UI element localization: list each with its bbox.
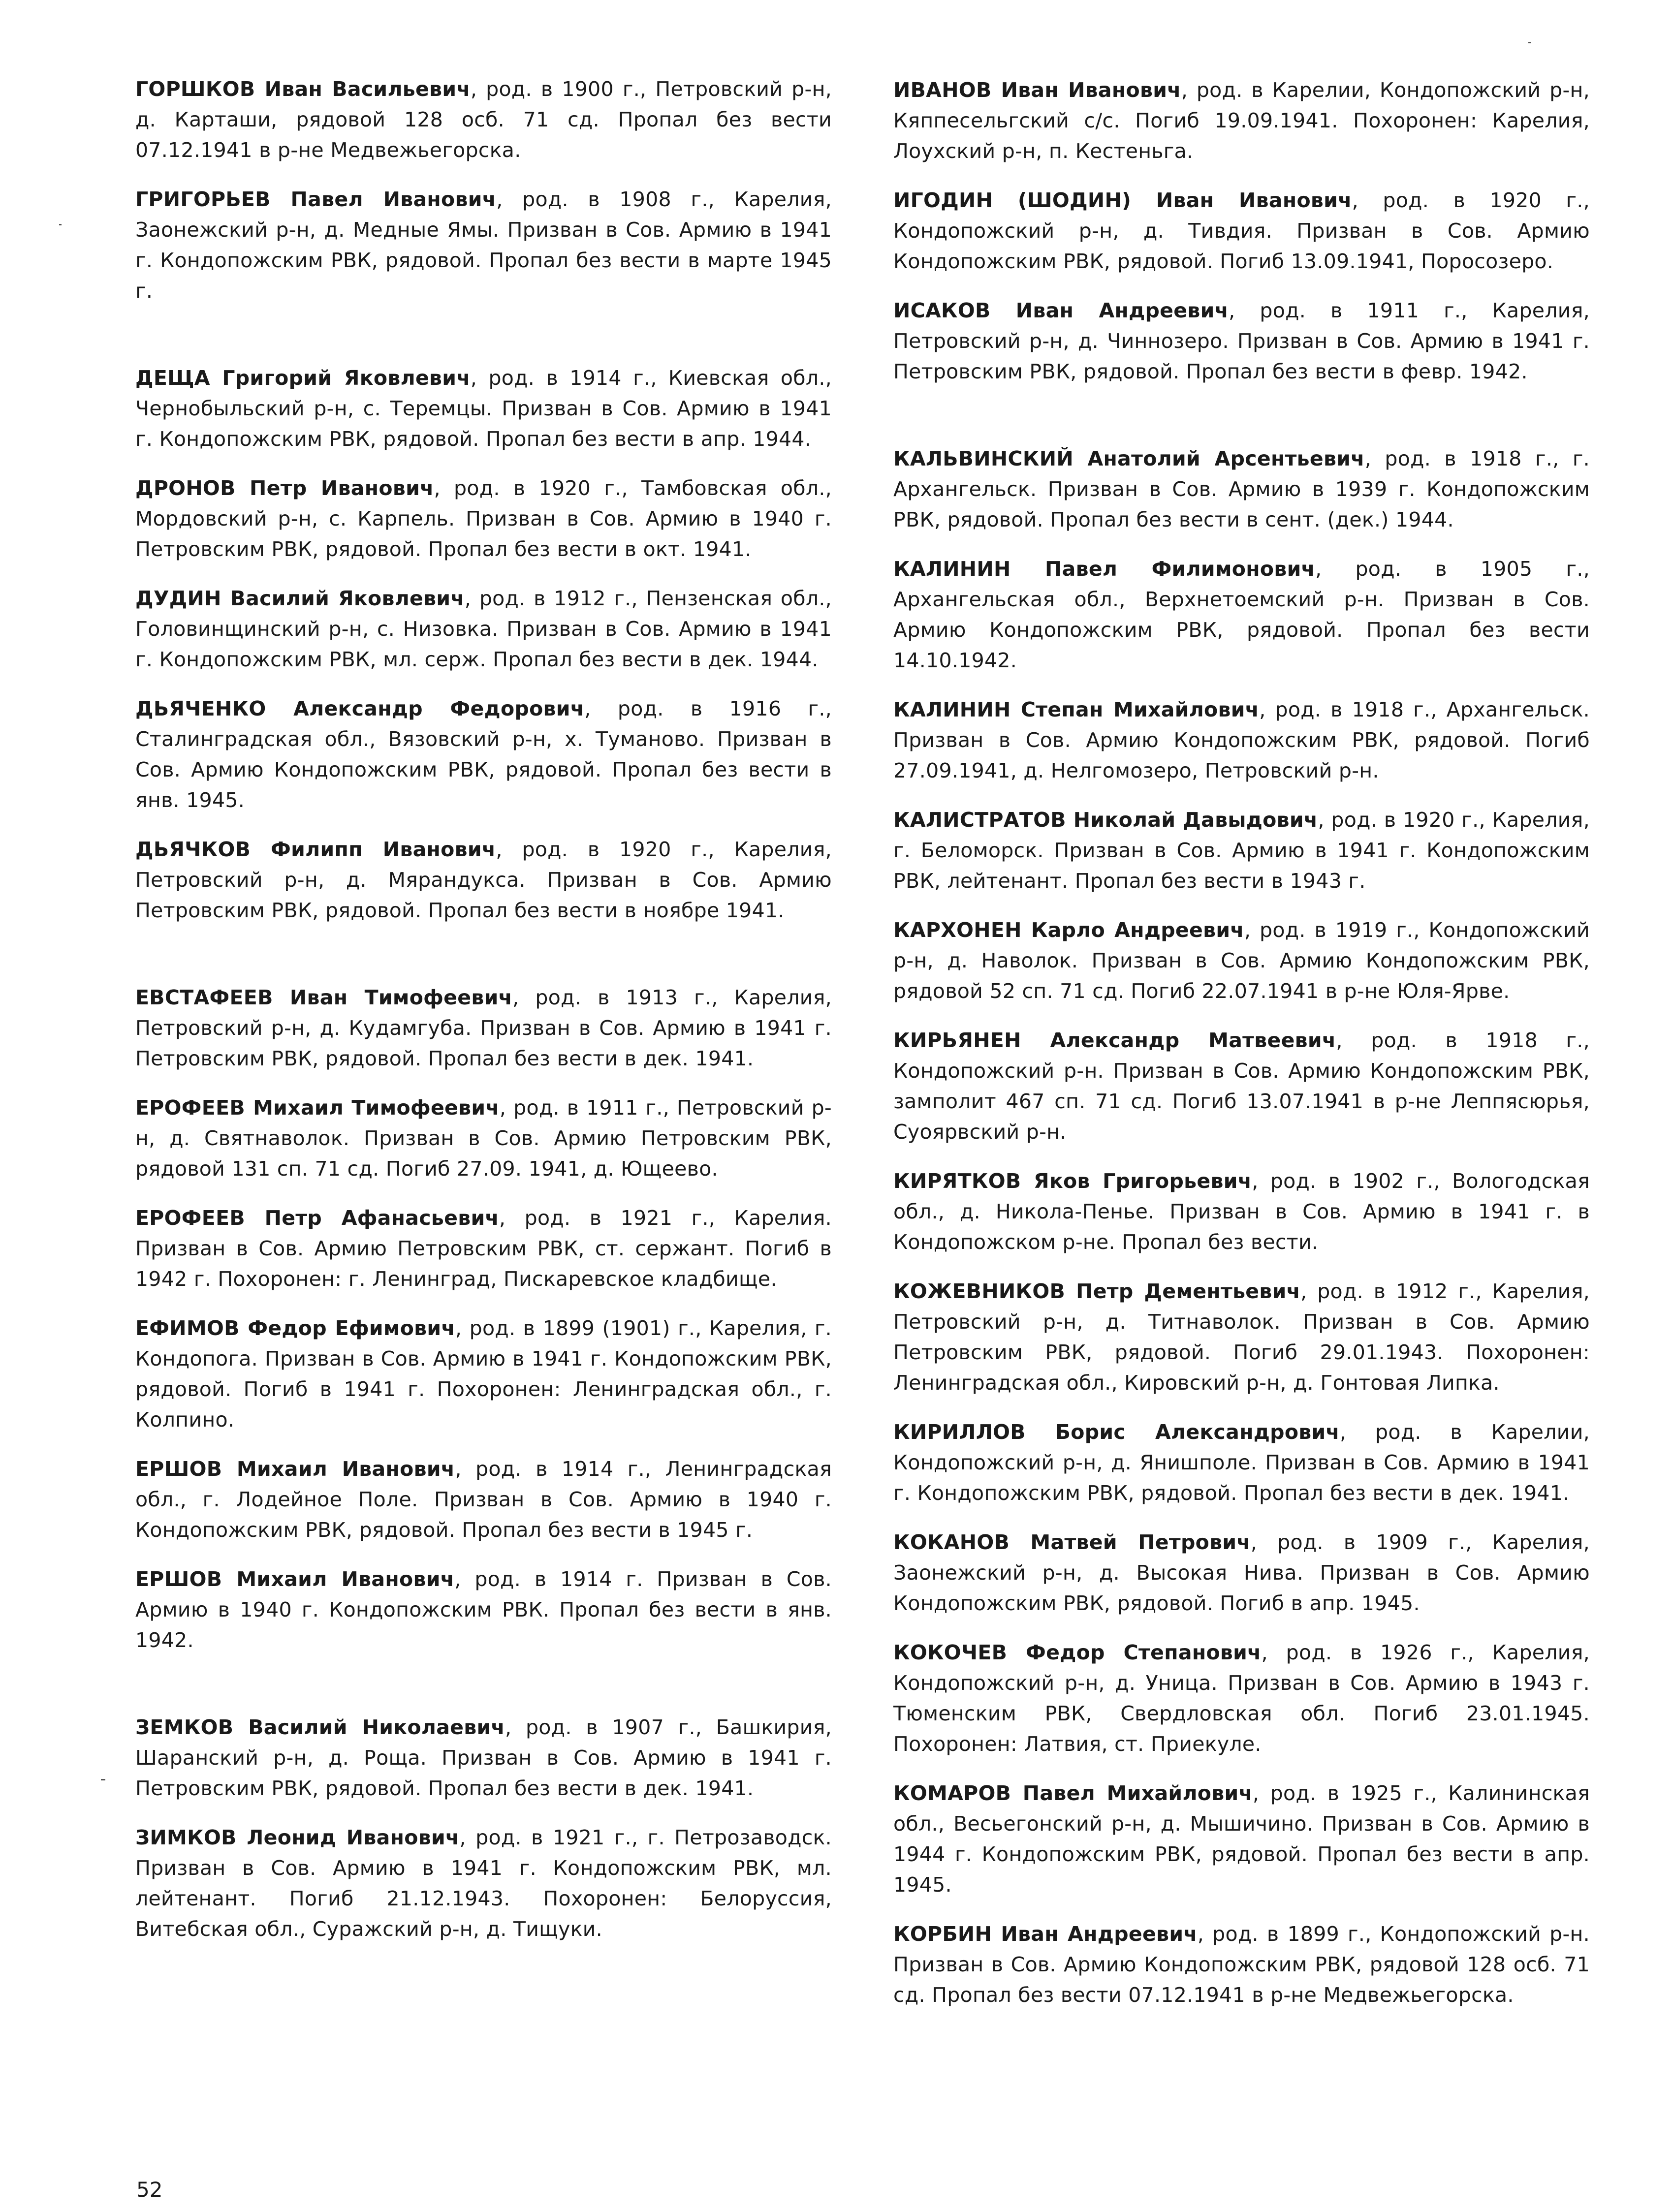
- entry-zimkov: [135, 1822, 832, 1944]
- entry-efimov: [135, 1313, 832, 1435]
- page-number: 52: [136, 2178, 163, 2202]
- entry-descha: [135, 363, 832, 454]
- entry-kokochev: [893, 1637, 1590, 1759]
- entry-name: КИРЬЯНЕН Александр Матвеевич: [893, 1028, 1336, 1052]
- entry-name: ЕФИМОВ Федор Ефимович: [135, 1316, 455, 1340]
- entry-zemkov: [135, 1712, 832, 1804]
- entry-text: , род. в 1909 г., Карелия, Заонежский р-н, д. Высокая Нива. Призван в Сов. Армию Кондопожским РВК, рядовой. Погиб в апр. 1945.: [893, 1530, 1590, 1615]
- entry-name: ИСАКОВ Иван Андреевич: [893, 299, 1229, 322]
- entry-text: , род. в 1900 г., Петровский р-н, д. Карташи, рядовой 128 осб. 71 сд. Пропал без вести 07.12.1941 в р-не Медвежьегорска.: [135, 77, 832, 162]
- entry-text: , род. в 1905 г., Архангельская обл., Верхнетоемский р-н. Призван в Сов. Армию Кондопожским РВК, рядовой. Пропал без вести 14.10.1942.: [893, 557, 1590, 672]
- entry-name: ДУДИН Василий Яковлевич: [135, 587, 465, 610]
- entry-erofeev-petr: [135, 1203, 832, 1294]
- entry-text: , род. в Карелии, Кондопожский р-н, д. Янишполе. Призван в Сов. Армию в 1941 г. Кондопожским РВК, рядовой. Пропал без вести в дек. 1941.: [893, 1420, 1590, 1505]
- entry-name: ЕРОФЕЕВ Петр Афанасьевич: [135, 1206, 499, 1230]
- entry-name: ДЬЯЧКОВ Филипп Иванович: [135, 838, 496, 861]
- entry-name: КИРЯТКОВ Яков Григорьевич: [893, 1169, 1252, 1193]
- entry-text: , род. в 1920 г., Тамбовская обл., Мордовский р-н, с. Карпель. Призван в Сов. Армию в 1940 г. Петровским РВК, рядовой. Пропал без вести в окт. 1941.: [135, 476, 832, 561]
- entry-text: , род. в 1912 г., Карелия, Петровский р-н, д. Титнаволок. Призван в Сов. Армию Петровским РВК, рядовой. Погиб 29.01.1943. Похоронен: Ленинградская обл., Кировский р-н, д. Гонтовая Липка.: [893, 1279, 1590, 1395]
- print-speck: [101, 1779, 105, 1780]
- entry-name: КОРБИН Иван Андреевич: [893, 1922, 1198, 1946]
- entry-text: , род. в 1912 г., Пензенская обл., Головинщинский р-н, с. Низовка. Призван в Сов. Армию в 1941 г. Кондопожским РВК, мл. серж. Пропал без вести в дек. 1944.: [135, 587, 832, 671]
- entry-text: , род. в 1921 г., г. Петрозаводск. Призван в Сов. Армию в 1941 г. Кондопожским РВК, мл. лейтенант. Погиб 21.12.1943. Похоронен: Белоруссия, Витебская обл., Суражский р-н, д. Тищуки.: [135, 1826, 832, 1941]
- entry-text: , род. в 1919 г., Кондопожский р-н, д. Наволок. Призван в Сов. Армию Кондопожским РВК, рядовой 52 сп. 71 сд. Погиб 22.07.1941 в р-не Юля-Ярве.: [893, 918, 1590, 1003]
- entry-text: , род. в 1918 г., Кондопожский р-н. Призван в Сов. Армию Кондопожским РВК, замполит 467 сп. 71 сд. Погиб 13.07.1941 в р-не Леппясюрья, Суоярвский р-н.: [893, 1028, 1590, 1144]
- entry-text: , род. в 1925 г., Калининская обл., Весьегонский р-н, д. Мышичино. Призван в Сов. Армию в 1944 г. Кондопожским РВК, рядовой. Пропал без вести в апр. 1945.: [893, 1781, 1590, 1897]
- entry-name: ЕРШОВ Михаил Иванович: [135, 1567, 455, 1591]
- entry-dyachkov: [135, 834, 832, 926]
- entry-text: , род. в 1908 г., Карелия, Заонежский р-н, д. Медные Ямы. Призван в Сов. Армию в 1941 г. Кондопожским РВК, рядовой. Пропал без вести в марте 1945 г.: [135, 187, 832, 303]
- entry-text: , род. в 1914 г. Призван в Сов. Армию в 1940 г. Кондопожским РВК. Пропал без вести в янв. 1942.: [135, 1567, 832, 1652]
- entry-name: ЕРОФЕЕВ Михаил Тимофеевич: [135, 1096, 500, 1120]
- entry-kalinin-pavel: [893, 554, 1590, 676]
- entry-name: ДЕЩА Григорий Яковлевич: [135, 366, 471, 390]
- entry-name: ДЬЯЧЕНКО Александр Федорович: [135, 697, 585, 720]
- entry-name: КОЖЕВНИКОВ Петр Дементьевич: [893, 1279, 1301, 1303]
- entry-name: КИРИЛЛОВ Борис Александрович: [893, 1420, 1340, 1444]
- entry-name: КОКОЧЕВ Федор Степанович: [893, 1641, 1262, 1664]
- entry-name: КАЛИНИН Степан Михайлович: [893, 698, 1260, 721]
- entry-text: , род. в 1918 г., г. Архангельск. Призван в Сов. Армию в 1939 г. Кондопожским РВК, рядовой. Пропал без вести в сент. (дек.) 1944.: [893, 447, 1590, 531]
- print-speck: [59, 224, 62, 225]
- entry-text: , род. в 1913 г., Карелия, Петровский р-н, д. Кудамгуба. Призван в Сов. Армию в 1941 г. Петровским РВК, рядовой. Пропал без вести в дек. 1941.: [135, 986, 832, 1070]
- entry-dudin: [135, 583, 832, 675]
- entry-grigoriev: [135, 184, 832, 306]
- entry-text: , род. в 1899 г., Кондопожский р-н. Призван в Сов. Армию Кондопожским РВК, рядовой 128 осб. 71 сд. Пропал без вести 07.12.1941 в р-не Медвежьегорска.: [893, 1922, 1590, 2007]
- entry-isakov: [893, 295, 1590, 387]
- entry-text: , род. в 1899 (1901) г., Карелия, г. Кондопога. Призван в Сов. Армию в 1941 г. Кондопожским РВК, рядовой. Погиб в 1941 г. Похоронен: Ленинградская обл., г. Колпино.: [135, 1316, 832, 1432]
- entry-kalvinsky: [893, 443, 1590, 535]
- entry-text: , род. в 1902 г., Вологодская обл., д. Никола-Пенье. Призван в Сов. Армию в 1941 г. в Кондопожском р-не. Пропал без вести.: [893, 1169, 1590, 1254]
- entry-text: , род. в Карелии, Кондопожский р-н, Кяппесельгский с/с. Погиб 19.09.1941. Похоронен: Карелия, Лоухский р-н, п. Кестеньга.: [893, 78, 1590, 163]
- entry-name: КАЛИНИН Павел Филимонович: [893, 557, 1316, 581]
- entry-name: КОКАНОВ Матвей Петрович: [893, 1530, 1251, 1554]
- entry-korbin: [893, 1919, 1590, 2010]
- entry-ershov-1: [135, 1454, 832, 1545]
- entry-name: ГРИГОРЬЕВ Павел Иванович: [135, 187, 497, 211]
- entry-text: , род. в 1911 г., Петровский р-н, д. Святнаволок. Призван в Сов. Армию Петровским РВК, рядовой 131 сп. 71 сд. Погиб 27.09. 1941, д. Ющеево.: [135, 1096, 832, 1181]
- entry-text: , род. в 1926 г., Карелия, Кондопожский р-н, д. Уница. Призван в Сов. Армию в 1943 г. Тюменским РВК, Свердловская обл. Погиб 23.01.1945. Похоронен: Латвия, ст. Приекуле.: [893, 1641, 1590, 1756]
- entry-kiryatkov: [893, 1166, 1590, 1257]
- entry-name: ЕРШОВ Михаил Иванович: [135, 1457, 455, 1481]
- entry-evstafeev: [135, 982, 832, 1074]
- entry-kokanov: [893, 1527, 1590, 1619]
- entry-name: ЗИМКОВ Леонид Иванович: [135, 1826, 460, 1849]
- entry-text: , род. в 1914 г., Ленинградская обл., г. Лодейное Поле. Призван в Сов. Армию в 1940 г. Кондопожским РВК, рядовой. Пропал без вести в 1945 г.: [135, 1457, 832, 1542]
- entry-text: , род. в 1916 г., Сталинградская обл., Вязовский р-н, х. Туманово. Призван в Сов. Армию Кондопожским РВК, рядовой. Пропал без вести в янв. 1945.: [135, 697, 832, 812]
- entry-kiryanen: [893, 1025, 1590, 1147]
- entry-dyachenko: [135, 693, 832, 815]
- entry-erofeev-mikhail: [135, 1092, 832, 1184]
- entry-name: КАРХОНЕН Карло Андреевич: [893, 918, 1244, 942]
- right-column: [893, 75, 1590, 2029]
- entry-name: ЗЕМКОВ Василий Николаевич: [135, 1715, 505, 1739]
- entry-kalistratov: [893, 805, 1590, 896]
- entry-text: , род. в 1914 г., Киевская обл., Чернобыльский р-н, с. Теремцы. Призван в Сов. Армию в 1941 г. Кондопожским РВК, рядовой. Пропал без вести в апр. 1944.: [135, 366, 832, 451]
- entry-kozhevnikov: [893, 1276, 1590, 1398]
- entry-text: , род. в 1920 г., Карелия, г. Беломорск. Призван в Сов. Армию в 1941 г. Кондопожским РВК, лейтенант. Пропал без вести в 1943 г.: [893, 808, 1590, 893]
- entry-gorshkov: [135, 74, 832, 165]
- entry-dronov: [135, 473, 832, 564]
- entry-name: ГОРШКОВ Иван Васильевич: [135, 77, 471, 101]
- entry-text: , род. в 1921 г., Карелия. Призван в Сов. Армию Петровским РВК, ст. сержант. Погиб в 1942 г. Похоронен: г. Ленинград, Пискаревское кладбище.: [135, 1206, 832, 1291]
- entry-name: ИВАНОВ Иван Иванович: [893, 78, 1181, 102]
- entry-text: , род. в 1920 г., Кондопожский р-н, д. Тивдия. Призван в Сов. Армию Кондопожским РВК, рядовой. Погиб 13.09.1941, Поросозеро.: [893, 188, 1590, 273]
- entry-karkhonen: [893, 915, 1590, 1006]
- entry-name: КАЛИСТРАТОВ Николай Давыдович: [893, 808, 1318, 832]
- entry-name: ИГОДИН (ШОДИН) Иван Иванович: [893, 188, 1352, 212]
- entry-text: , род. в 1920 г., Карелия, Петровский р-н, д. Мярандукса. Призван в Сов. Армию Петровским РВК, рядовой. Пропал без вести в ноябре 1941.: [135, 838, 832, 922]
- entry-name: ДРОНОВ Петр Иванович: [135, 476, 434, 500]
- print-speck: [1528, 42, 1531, 43]
- entry-text: , род. в 1907 г., Башкирия, Шаранский р-н, д. Роща. Призван в Сов. Армию в 1941 г. Петровским РВК, рядовой. Пропал без вести в дек. 1941.: [135, 1715, 832, 1800]
- entry-komarov: [893, 1778, 1590, 1900]
- entry-kalinin-stepan: [893, 694, 1590, 786]
- entry-text: , род. в 1911 г., Карелия, Петровский р-н, д. Чиннозеро. Призван в Сов. Армию в 1941 г. Петровским РВК, рядовой. Пропал без вести в февр. 1942.: [893, 299, 1590, 383]
- entry-name: КОМАРОВ Павел Михайлович: [893, 1781, 1253, 1805]
- entry-text: , род. в 1918 г., Архангельск. Призван в Сов. Армию Кондопожским РВК, рядовой. Погиб 27.09.1941, д. Нелгомозеро, Петровский р-н.: [893, 698, 1590, 782]
- entry-ivanov: [893, 75, 1590, 166]
- entry-ershov-2: [135, 1564, 832, 1655]
- entry-name: КАЛЬВИНСКИЙ Анатолий Арсентьевич: [893, 447, 1365, 470]
- left-column: [135, 74, 832, 1963]
- entry-igodin: [893, 185, 1590, 277]
- entry-kirillov: [893, 1417, 1590, 1508]
- entry-name: ЕВСТАФЕЕВ Иван Тимофеевич: [135, 986, 513, 1009]
